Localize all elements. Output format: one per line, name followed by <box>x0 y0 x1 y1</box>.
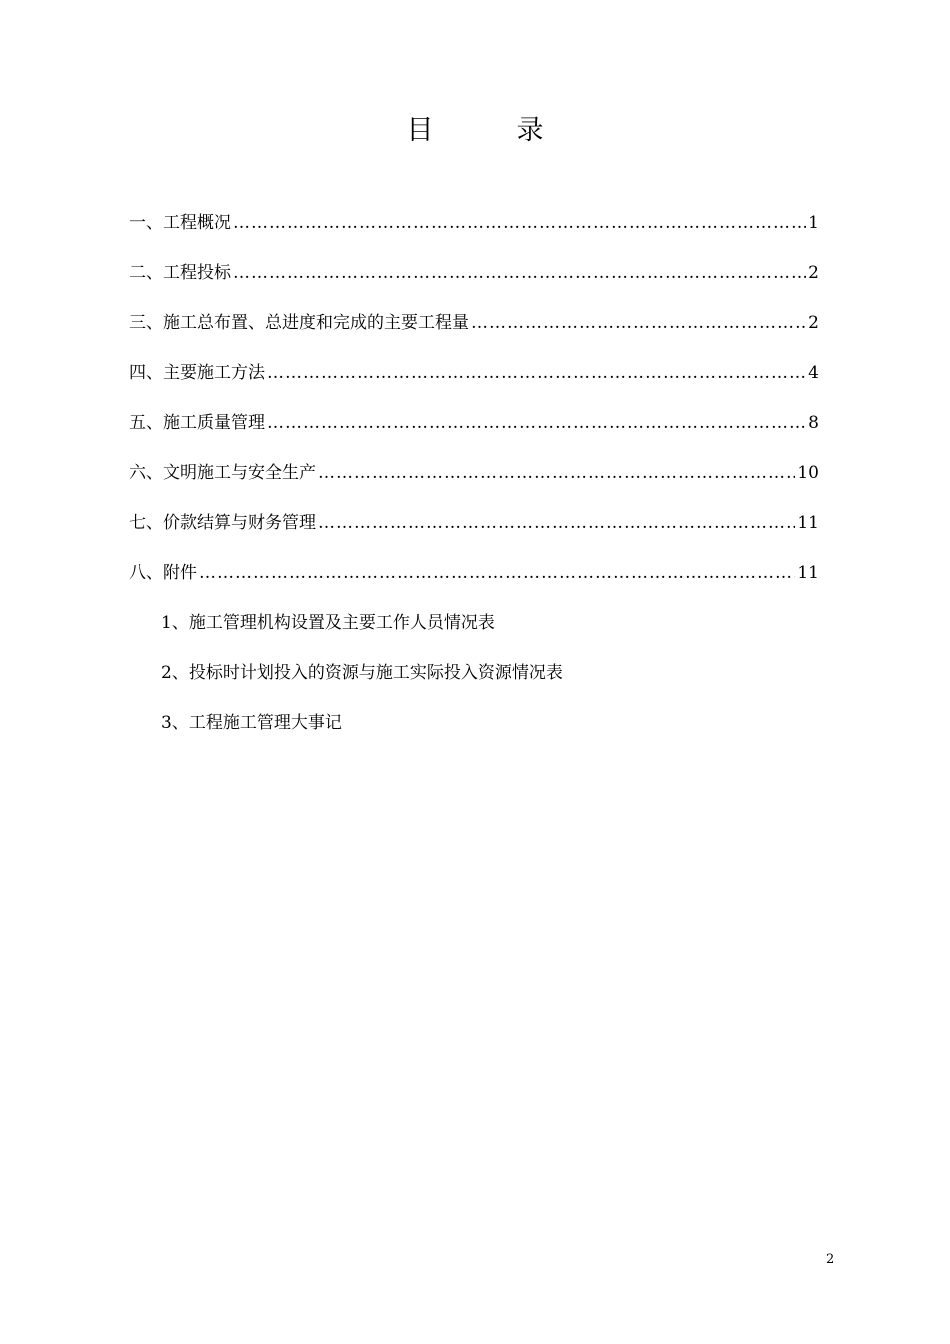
toc-entry <box>129 206 819 256</box>
toc-entry-label: 八、附件 <box>129 563 197 583</box>
toc-leader-dots <box>267 356 806 390</box>
toc-entry-label: 七、价款结算与财务管理 <box>129 513 316 533</box>
toc-entry-label: 四、主要施工方法 <box>129 363 265 383</box>
toc-entry-page: 1 <box>808 213 819 233</box>
toc-entry <box>129 256 819 306</box>
toc-entry-page: 11 <box>797 563 819 583</box>
toc-leader-dots <box>233 206 806 240</box>
toc-entry <box>129 556 819 606</box>
toc-entry-page: 2 <box>808 263 819 283</box>
table-of-contents <box>129 206 819 756</box>
toc-entry <box>129 356 819 406</box>
toc-leader-dots <box>199 556 795 590</box>
toc-entry-label: 六、文明施工与安全生产 <box>129 463 316 483</box>
toc-entry-page: 4 <box>808 363 819 383</box>
toc-entry-label: 二、工程投标 <box>129 263 231 283</box>
page-number: 2 <box>826 1252 835 1267</box>
toc-entry-page: 8 <box>808 413 819 433</box>
toc-leader-dots <box>318 506 795 540</box>
toc-leader-dots <box>267 406 806 440</box>
toc-entry-label: 一、工程概况 <box>129 213 231 233</box>
toc-entry-page: 2 <box>808 313 819 333</box>
toc-entry <box>129 306 819 356</box>
appendix-item: 3、工程施工管理大事记 <box>161 713 342 733</box>
appendix-item: 1、施工管理机构设置及主要工作人员情况表 <box>161 613 495 633</box>
toc-entry <box>129 506 819 556</box>
page-title: 目 录 <box>406 115 572 146</box>
toc-entry-label: 五、施工质量管理 <box>129 413 265 433</box>
appendix-item: 2、投标时计划投入的资源与施工实际投入资源情况表 <box>161 663 563 683</box>
toc-leader-dots <box>233 256 806 290</box>
toc-leader-dots <box>471 306 806 340</box>
toc-entry-page: 11 <box>797 513 819 533</box>
toc-leader-dots <box>318 456 795 490</box>
toc-entry <box>129 406 819 456</box>
toc-entry-label: 三、施工总布置、总进度和完成的主要工程量 <box>129 313 469 333</box>
toc-entry-page: 10 <box>797 463 819 483</box>
toc-entry <box>129 456 819 506</box>
